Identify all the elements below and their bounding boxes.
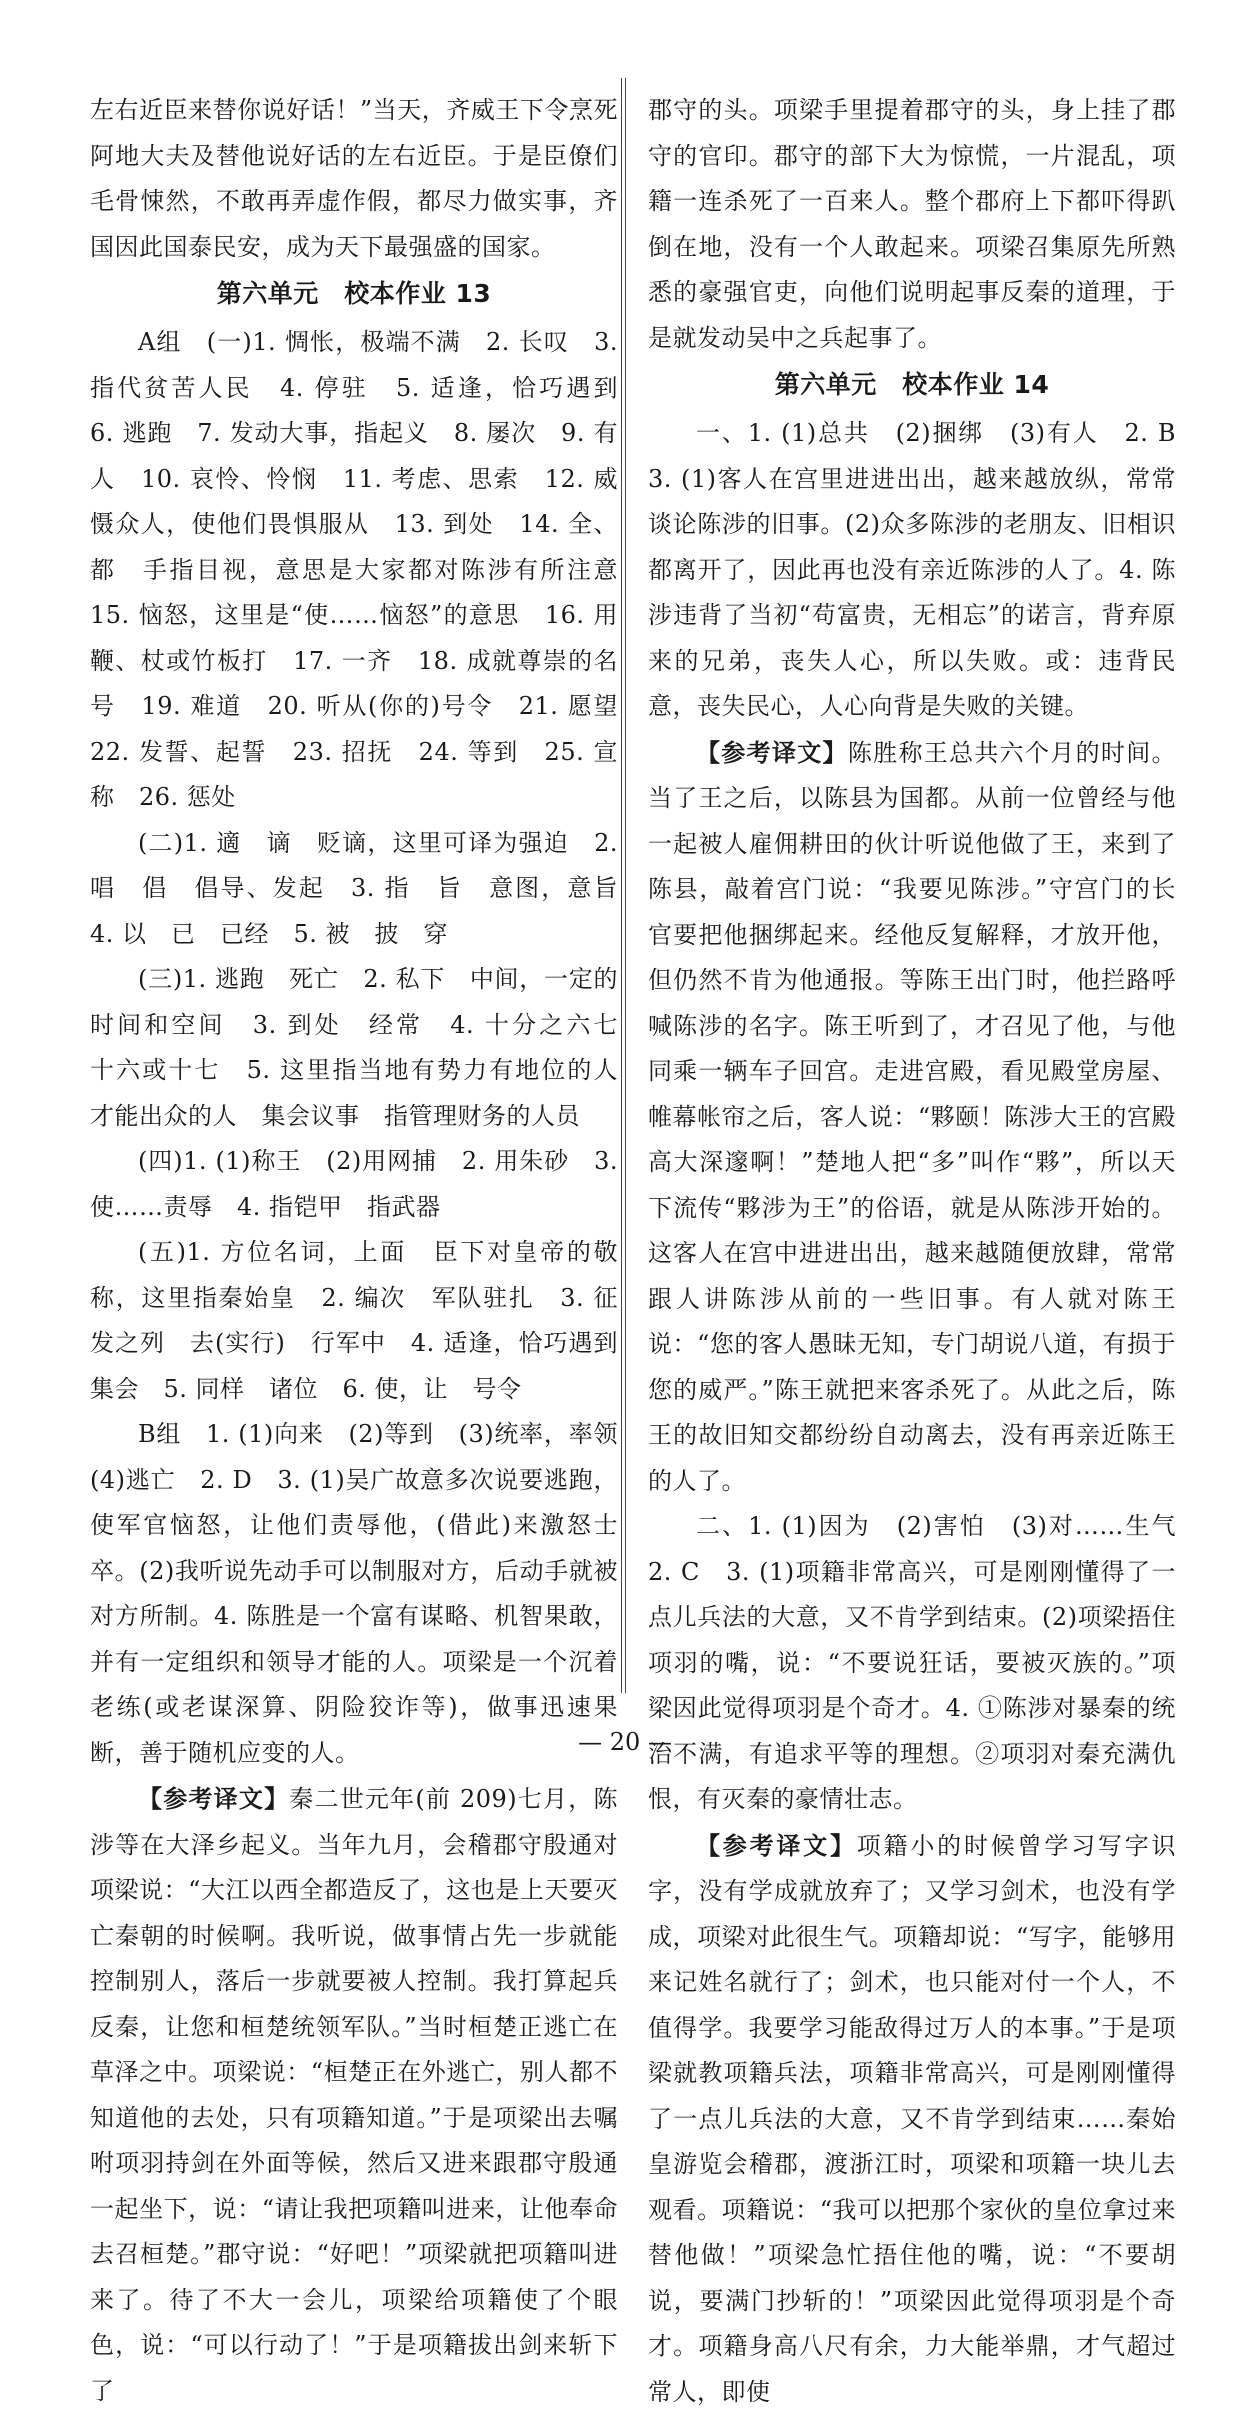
reference-translation-14a <box>648 730 1176 1505</box>
answer-group-a-3: (三)1. 逃跑 死亡 2. 私下 中间，一定的时间和空间 3. 到处 经常 4. 十分之六七 十六或十七 5. 这里指当地有势力有地位的人 才能出众的人 集会议事 指管理财务的人员 <box>90 957 618 1139</box>
paragraph: 左右近臣来替你说好话！”当天，齐威王下令烹死阿地大夫及替他说好话的左右近臣。于是臣僚们毛骨悚然，不敢再弄虚作假，都尽力做实事，齐国因此国泰民安，成为天下最强盛的国家。 <box>90 88 618 270</box>
answer-group-a-5: (五)1. 方位名词，上面 臣下对皇帝的敬称，这里指秦始皇 2. 编次 军队驻扎 3. 征发之列 去(实行) 行军中 4. 适逢，恰巧遇到 集会 5. 同样 诸位 6. 使，让 号令 <box>90 1230 618 1412</box>
reference-label: 【参考译文】 <box>138 1784 289 1813</box>
right-column <box>648 88 1176 2415</box>
column-divider <box>621 78 622 1693</box>
answer-group-a-2: (二)1. 適 谪 贬谪，这里可译为强迫 2. 唱 倡 倡导、发起 3. 指 旨 意图，意旨 4. 以 已 已经 5. 被 披 穿 <box>90 821 618 958</box>
reference-translation-13 <box>90 1776 618 2414</box>
reference-text: 陈胜称王总共六个月的时间。当了王之后，以陈县为国都。从前一位曾经与他一起被人雇佣耕田的伙计听说他做了王，来到了陈县，敲着宫门说：“我要见陈涉。”守宫门的长官要把他捆绑起来。经他反复解释，才放开他，但仍然不肯为他通报。等陈王出门时，他拦路呼喊陈涉的名字。陈王听到了，才召见了他，与他同乘一辆车子回宫。走进宫殿，看见殿堂房屋、帷幕帐帘之后，客人说：“夥颐！陈涉大王的宫殿高大深邃啊！”楚地人把“多”叫作“夥”，所以天下流传“夥涉为王”的俗语，就是从陈涉开始的。这客人在宫中进进出出，越来越随便放肆，常常跟人讲陈涉从前的一些旧事。有人就对陈王说：“您的客人愚昧无知，专门胡说八道，有损于您的威严。”陈王就把来客杀死了。从此之后，陈王的故旧知交都纷纷自动离去，没有再亲近陈王的人了。 <box>648 739 1176 1495</box>
reference-text: 秦二世元年(前 209)七月，陈涉等在大泽乡起义。当年九月，会稽郡守殷通对项梁说：“大江以西全都造反了，这也是上天要灭亡秦朝的时候啊。我听说，做事情占先一步就能控制别人，落后一步就要被人控制。我打算起兵反秦，让您和桓楚统领军队。”当时桓楚正逃亡在草泽之中。项梁说：“桓楚正在外逃亡，别人都不知道他的去处，只有项籍知道。”于是项梁出去嘱咐项羽持剑在外面等候，然后又进来跟郡守殷通一起坐下，说：“请让我把项籍叫进来，让他奉命去召桓楚。”郡守说：“好吧！”项梁就把项籍叫进来了。待了不大一会儿，项梁给项籍使了个眼色，说：“可以行动了！”于是项籍拔出剑来斩下了 <box>90 1785 618 2405</box>
answer-part-2: 二、1. (1)因为 (2)害怕 (3)对……生气 2. C 3. (1)项籍非常高兴，可是刚刚懂得了一点儿兵法的大意，又不肯学到结束。(2)项梁捂住项羽的嘴，说：“不要说狂话，要被灭族的。”项梁因此觉得项羽是个奇才。4. ①陈涉对暴秦的统治不满，有追求平等的理想。②项羽对秦充满仇恨，有灭秦的豪情壮志。 <box>648 1504 1176 1823</box>
section-heading-14: 第六单元 校本作业 14 <box>648 363 1176 407</box>
reference-text: 项籍小的时候曾学习写字识字，没有学成就放弃了；又学习剑术，也没有学成，项梁对此很生气。项籍却说：“写字，能够用来记姓名就行了；剑术，也只能对付一个人，不值得学。我要学习能敌得过万人的本事。”于是项梁就教项籍兵法，项籍非常高兴，可是刚刚懂得了一点儿兵法的大意，又不肯学到结束……秦始皇游览会稽郡，渡浙江时，项梁和项籍一块儿去观看。项籍说：“我可以把那个家伙的皇位拿过来替他做！”项梁急忙捂住他的嘴，说：“不要胡说，要满门抄斩的！”项梁因此觉得项羽是个奇才。项籍身高八尺有余，力大能举鼎，才气超过常人，即使 <box>648 1832 1176 2406</box>
paragraph: 郡守的头。项梁手里提着郡守的头，身上挂了郡守的官印。郡守的部下大为惊慌，一片混乱，项籍一连杀死了一百来人。整个郡府上下都吓得趴倒在地，没有一个人敢起来。项梁召集原先所熟悉的豪强官吏，向他们说明起事反秦的道理，于是就发动吴中之兵起事了。 <box>648 88 1176 361</box>
answer-group-a-4: (四)1. (1)称王 (2)用网捕 2. 用朱砂 3. 使……责辱 4. 指铠甲 指武器 <box>90 1139 618 1230</box>
reference-label: 【参考译文】 <box>696 1831 857 1860</box>
answer-group-a-1: A组 (一)1. 惆怅，极端不满 2. 长叹 3. 指代贫苦人民 4. 停驻 5. 适逢，恰巧遇到 6. 逃跑 7. 发动大事，指起义 8. 屡次 9. 有人 10. 哀怜、怜悯 11. 考虑、思索 12. 威慑众人，使他们畏惧服从 13. 到处 14. 全、都 手指目视，意思是大家都对陈涉有所注意 15. 恼怒，这里是“使……恼怒”的意思 16. 用鞭、杖或竹板打 17. 一齐 18. 成就尊崇的名号 19. 难道 20. 听从(你的)号令 21. 愿望 22. 发誓、起誓 23. 招抚 24. 等到 25. 宣称 26. 惩处 <box>90 320 618 821</box>
answer-group-b: B组 1. (1)向来 (2)等到 (3)统率，率领 (4)逃亡 2. D 3. (1)吴广故意多次说要逃跑，使军官恼怒，让他们责辱他，(借此)来激怒士卒。(2)我听说先动手可以制服对方，后动手就被对方所制。4. 陈胜是一个富有谋略、机智果敢，并有一定组织和领导才能的人。项梁是一个沉着老练(或老谋深算、阴险狡诈等)，做事迅速果断，善于随机应变的人。 <box>90 1412 618 1776</box>
left-column <box>90 88 618 2414</box>
reference-translation-14b <box>648 1823 1176 2415</box>
column-divider <box>625 78 626 1693</box>
answer-part-1: 一、1. (1)总共 (2)捆绑 (3)有人 2. B 3. (1)客人在宫里进进出出，越来越放纵，常常谈论陈涉的旧事。(2)众多陈涉的老朋友、旧相识都离开了，因此再也没有亲近陈涉的人了。4. 陈涉违背了当初“苟富贵，无相忘”的诺言，背弃原来的兄弟，丧失人心，所以失败。或：违背民意，丧失民心，人心向背是失败的关键。 <box>648 411 1176 730</box>
section-heading-13: 第六单元 校本作业 13 <box>90 272 618 316</box>
reference-label: 【参考译文】 <box>696 738 848 767</box>
page-number: — 20 — <box>0 1728 1250 1756</box>
